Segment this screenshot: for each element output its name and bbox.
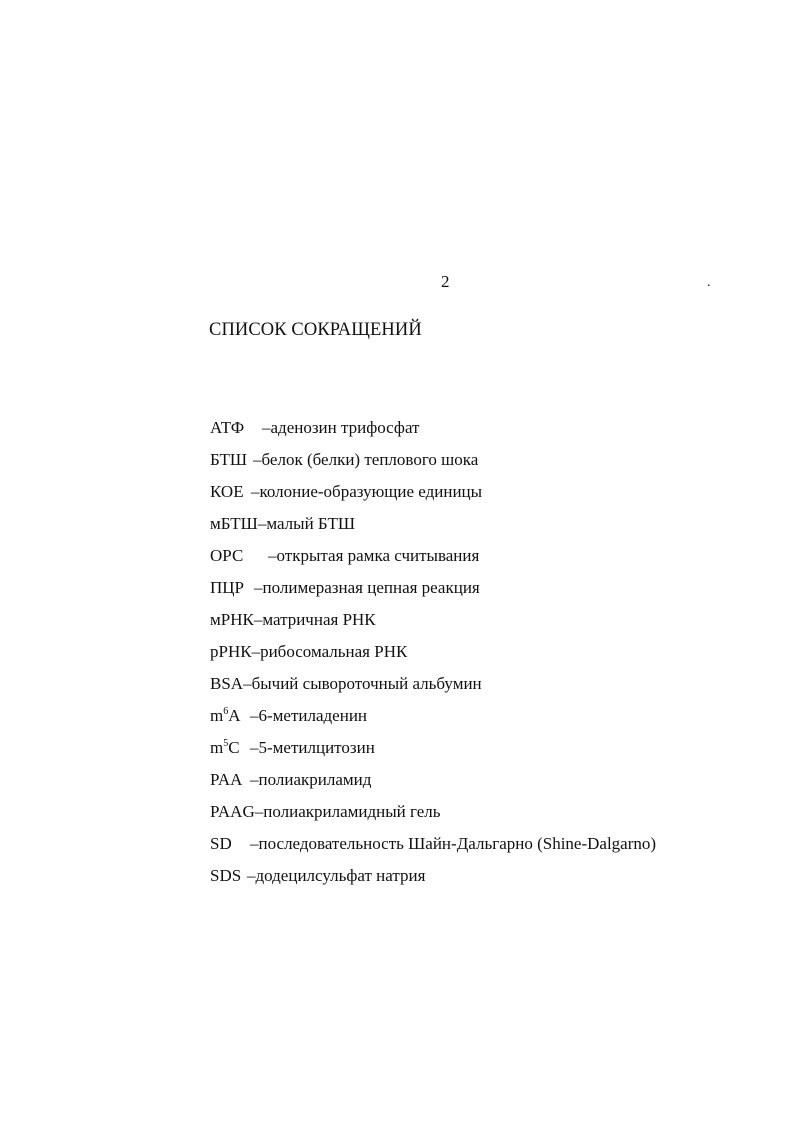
abbreviation-item [210, 704, 656, 736]
abbreviation-item [210, 800, 656, 832]
separator: – [254, 802, 264, 821]
abbreviation-term: SDS [210, 866, 242, 885]
term-base: C [228, 738, 240, 757]
abbreviation-item [210, 544, 656, 576]
separator: – [250, 770, 259, 789]
abbreviation-definition: полиакриламидный гель [263, 802, 441, 821]
abbreviation-item [210, 608, 656, 640]
abbreviation-definition: 5-метилцитозин [258, 738, 375, 757]
separator: – [250, 738, 259, 757]
abbreviation-term: КОЕ [210, 482, 244, 501]
abbreviation-definition: полимеразная цепная реакция [262, 578, 480, 597]
page-title: СПИСОК СОКРАЩЕНИЙ [209, 320, 422, 340]
abbreviation-definition: колоние-образующие единицы [259, 482, 483, 501]
abbreviation-item [210, 416, 656, 448]
abbreviation-definition: аденозин трифосфат [270, 418, 420, 437]
abbreviation-definition: 6-метиладенин [258, 706, 368, 725]
separator: – [251, 642, 261, 661]
abbreviation-term: SD [210, 834, 232, 853]
abbreviation-definition: последовательность Шайн-Дальгарно (Shine-Dalgarno) [258, 834, 657, 853]
abbreviation-item [210, 480, 656, 512]
term-letter: m [210, 706, 224, 725]
abbreviation-term: PAA [210, 770, 243, 789]
abbreviation-item [210, 576, 656, 608]
separator: – [253, 610, 263, 629]
separator: – [250, 706, 259, 725]
abbreviation-item [210, 864, 656, 896]
abbreviation-item [210, 768, 656, 800]
abbreviation-definition: рибосомальная РНК [260, 642, 408, 661]
abbreviation-term: мБТШ [210, 514, 258, 533]
separator: – [257, 514, 267, 533]
separator: – [243, 674, 252, 693]
separator: – [254, 578, 263, 597]
term-base: A [228, 706, 241, 725]
abbreviation-definition: матричная РНК [262, 610, 376, 629]
abbreviation-definition: бычий сывороточный альбумин [251, 674, 482, 693]
abbreviation-term: PAAG [210, 802, 255, 821]
abbreviation-item [210, 448, 656, 480]
term-superscript: 6 [223, 706, 229, 717]
term-superscript: 5 [223, 738, 229, 749]
abbreviation-item [210, 672, 656, 704]
abbreviation-list [210, 416, 656, 896]
abbreviation-definition: открытая рамка считывания [276, 546, 480, 565]
abbreviation-definition: белок (белки) теплового шока [261, 450, 479, 469]
abbreviation-term: ПЦР [210, 578, 245, 597]
abbreviation-definition: полиакриламид [258, 770, 372, 789]
term-letter: m [210, 738, 224, 757]
separator: – [250, 834, 259, 853]
abbreviation-item [210, 512, 656, 544]
abbreviation-definition: додецилсульфат натрия [255, 866, 426, 885]
abbreviation-term [210, 736, 250, 760]
abbreviation-term: мРНК [210, 610, 254, 629]
abbreviation-term: BSA [210, 674, 244, 693]
separator: – [247, 866, 256, 885]
abbreviation-term: БТШ [210, 450, 248, 469]
page-number: 2 [441, 272, 450, 291]
stray-mark: . [707, 275, 711, 290]
separator: – [268, 546, 277, 565]
abbreviation-term: рРНК [210, 642, 252, 661]
abbreviation-term: ОРС [210, 546, 244, 565]
separator: – [251, 482, 260, 501]
abbreviation-item [210, 736, 656, 768]
abbreviation-term: АТФ [210, 418, 245, 437]
abbreviation-item [210, 640, 656, 672]
abbreviation-item [210, 832, 656, 864]
separator: – [253, 450, 262, 469]
separator: – [262, 418, 271, 437]
abbreviation-definition: малый БТШ [266, 514, 356, 533]
abbreviation-term [210, 704, 250, 728]
